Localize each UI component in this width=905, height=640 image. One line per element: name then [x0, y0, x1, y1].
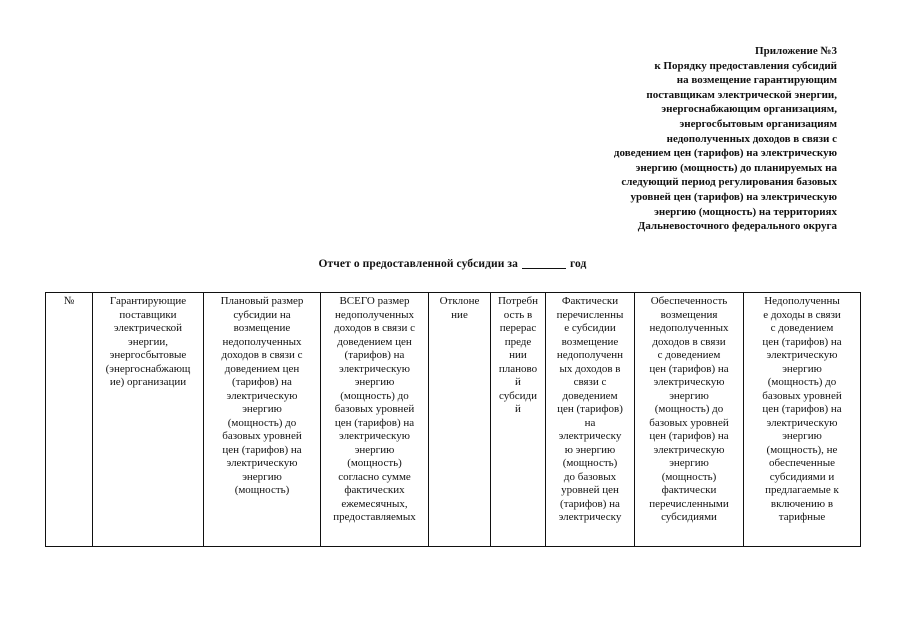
- header-cell-line: (мощность): [661, 470, 717, 483]
- header-cell-line: недополученных: [649, 322, 729, 334]
- header-cell-line: перечисленными: [649, 497, 729, 510]
- appendix-line: Дальневосточного федерального округа: [637, 220, 837, 233]
- header-cell-line: энергию: [242, 403, 282, 415]
- appendix-line: энергию (мощность) до планируемых на: [635, 161, 837, 174]
- header-cell-line: ие) организации: [109, 376, 187, 388]
- header-cell-col-deviation: [429, 293, 491, 547]
- header-cell-line: согласно сумме: [338, 470, 411, 483]
- header-cell-line: электрическу: [558, 511, 622, 523]
- appendix-line: следующий период регулирования базовых: [621, 176, 837, 189]
- report-title: [0, 258, 905, 270]
- header-cell-line: субсидиями и: [769, 470, 835, 483]
- report-title-text: Отчет о предоставленной субсидии за: [318, 258, 518, 270]
- header-cell-col-planned-subsidy: [204, 293, 321, 547]
- header-cell-line: предлагаемые к: [765, 484, 839, 496]
- appendix-line: энергоснабжающим организациям,: [661, 103, 837, 116]
- header-cell-line: энергию: [354, 376, 395, 388]
- header-cell-line: преде: [504, 335, 532, 348]
- year-blank-line: [522, 258, 566, 269]
- header-cell-line: до базовых: [563, 470, 617, 483]
- header-cell-line: (мощность) до: [654, 403, 724, 415]
- header-cell-line: недополученных: [222, 335, 302, 348]
- header-cell-line: Плановый размер: [220, 295, 304, 307]
- header-cell-line: доведением: [562, 389, 618, 402]
- header-cell-line: электрическу: [558, 430, 622, 442]
- header-cell-line: Фактически: [561, 295, 619, 307]
- header-cell-line: возмещение: [233, 322, 291, 334]
- header-cell-line: тарифные: [778, 511, 826, 523]
- header-cell-line: возмещения: [660, 308, 718, 321]
- header-cell-line: недополученн: [556, 349, 624, 361]
- header-cell-line: связи с: [573, 376, 607, 388]
- report-title-suffix: год: [570, 258, 587, 270]
- appendix-header: [507, 44, 837, 234]
- header-cell-line: энергосбытовые: [109, 349, 187, 361]
- header-cell-line: энергию: [354, 443, 395, 456]
- header-cell-line: электрическую: [226, 389, 298, 402]
- header-cell-line: Обеспеченность: [650, 295, 728, 307]
- header-cell-line: на: [584, 416, 596, 429]
- header-cell-line: (мощность): [234, 484, 290, 496]
- header-cell-line: доходов в связи с: [334, 322, 415, 334]
- header-cell-line: субсиди: [499, 389, 537, 402]
- header-cell-col-actual-subsidies: [546, 293, 635, 547]
- appendix-line: к Порядку предоставления субсидий: [654, 59, 837, 72]
- header-cell-col-coverage: [635, 293, 744, 547]
- header-cell-line: ВСЕГО размер: [339, 295, 410, 307]
- header-cell-line: ю энергию: [564, 443, 616, 456]
- header-cell-line: электрическую: [339, 430, 410, 442]
- header-cell-line: электрическую: [226, 457, 298, 469]
- header-cell-line: уровней цен: [561, 484, 619, 496]
- header-cell-line: планово: [498, 362, 538, 375]
- appendix-line: поставщикам электрической энергии,: [646, 88, 837, 101]
- header-cell-line: (тарифов) на: [560, 497, 620, 510]
- header-cell-line: электрическую: [766, 416, 838, 429]
- header-cell-line: доходов в связи: [652, 335, 726, 348]
- header-cell-line: возмещение: [561, 335, 619, 348]
- header-cell-line: доходов в связи с: [221, 349, 303, 361]
- header-cell-line: (мощность): [562, 457, 618, 469]
- header-cell-col-suppliers: [93, 293, 204, 547]
- header-cell-line: включению в: [770, 497, 834, 510]
- header-cell-line: обеспеченные: [769, 457, 835, 469]
- header-cell-line: энергию: [669, 389, 709, 402]
- header-cell-line: базовых уровней: [222, 430, 302, 442]
- header-cell-line: доведением цен: [337, 335, 412, 348]
- header-cell-line: базовых уровней: [649, 416, 729, 429]
- appendix-line: Приложение №3: [755, 45, 837, 57]
- header-cell-line: энергию: [782, 362, 822, 375]
- header-cell-line: базовых уровней: [762, 389, 842, 402]
- header-cell-line: энергию: [242, 470, 282, 483]
- header-cell-line: поставщики: [119, 308, 177, 321]
- header-cell-line: предоставляемых: [333, 511, 416, 523]
- header-cell-line: (мощность): [347, 457, 402, 469]
- header-cell-line: с доведением: [657, 349, 721, 361]
- header-cell-line: Гарантирующие: [109, 295, 187, 307]
- header-cell-line: е субсидии: [564, 322, 616, 334]
- header-cell-line: Потребн: [497, 295, 539, 307]
- header-cell-line: энергии,: [127, 335, 169, 348]
- header-cell-line: (тарифов) на: [344, 349, 405, 361]
- header-cell-line: й: [515, 376, 521, 388]
- header-cell-line: субсидии на: [233, 308, 291, 321]
- appendix-line: на возмещение гарантирующим: [676, 74, 837, 87]
- subsidy-report-table: [45, 292, 861, 547]
- header-cell-line: нии: [509, 349, 527, 361]
- header-cell-line: (мощность) до: [340, 389, 409, 402]
- header-cell-line: (мощность), не: [766, 443, 838, 456]
- header-cell-line: перерас: [499, 322, 537, 334]
- header-cell-line: (мощность) до: [767, 376, 837, 388]
- header-cell-line: субсидиями: [661, 511, 717, 523]
- appendix-line: доведением цен (тарифов) на электрическую: [613, 147, 837, 160]
- header-cell-line: ние: [451, 308, 468, 321]
- header-cell-line: ежемесячных,: [341, 497, 408, 510]
- header-cell-line: Недополученны: [764, 295, 840, 307]
- header-cell-line: базовых уровней: [334, 403, 415, 415]
- header-cell-line: Отклоне: [439, 295, 480, 307]
- header-cell-line: цен (тарифов) на: [649, 362, 729, 375]
- header-cell-line: энергию: [782, 430, 822, 442]
- header-cell-line: (энергоснабжающ: [105, 362, 191, 375]
- header-cell-line: (мощность) до: [227, 416, 297, 429]
- appendix-line: уровней цен (тарифов) на электрическую: [630, 190, 837, 203]
- header-cell-line: фактически: [661, 484, 717, 496]
- header-cell-line: цен (тарифов) на: [762, 335, 842, 348]
- appendix-line: энергию (мощность) на территориях: [654, 205, 837, 218]
- header-cell-line: ость в: [503, 308, 533, 321]
- header-cell-line: ых доходов в: [559, 362, 621, 375]
- header-cell-line: цен (тарифов) на: [762, 403, 842, 415]
- header-cell-line: электрическую: [766, 349, 838, 361]
- header-cell-line: цен (тарифов): [557, 403, 623, 415]
- header-cell-line: с доведением: [770, 322, 834, 334]
- header-cell-line: электрической: [113, 322, 183, 334]
- header-cell-col-uncovered-income: [744, 293, 861, 547]
- header-cell-line: й: [515, 403, 521, 415]
- table-header-row: [46, 293, 861, 547]
- appendix-line: недополученных доходов в связи с: [666, 132, 837, 145]
- header-cell-line: электрическую: [653, 376, 725, 388]
- header-cell-line: недополученных: [334, 308, 415, 321]
- header-cell-line: (тарифов) на: [232, 376, 292, 388]
- header-cell-line: цен (тарифов) на: [334, 416, 415, 429]
- appendix-line: энергосбытовым организациям: [679, 117, 837, 130]
- header-cell-col-total-lost-income: [321, 293, 429, 547]
- header-cell-line: цен (тарифов) на: [649, 430, 729, 442]
- header-cell-col-number: [46, 293, 93, 547]
- header-cell-line: электрическую: [653, 443, 725, 456]
- header-cell-line: №: [63, 295, 75, 307]
- header-cell-col-redistribution-need: [491, 293, 546, 547]
- header-cell-line: перечисленны: [556, 308, 624, 321]
- header-cell-line: фактических: [344, 484, 405, 496]
- header-cell-line: доведением цен: [224, 362, 300, 375]
- header-cell-line: цен (тарифов) на: [222, 443, 302, 456]
- header-cell-line: энергию: [669, 457, 709, 469]
- header-cell-line: е доходы в связи: [763, 308, 841, 321]
- header-cell-line: электрическую: [339, 362, 410, 375]
